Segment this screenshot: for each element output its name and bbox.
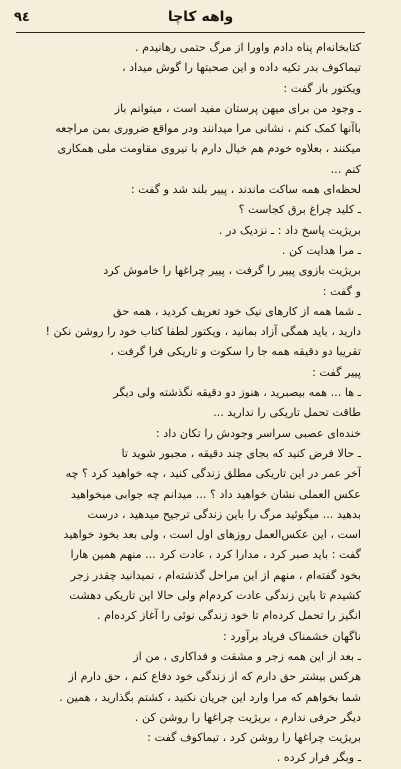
text-line: بریژیت پاسخ داد : ـ نزدیک در .	[218, 223, 361, 237]
text-line: ـ حالا فرض کنید که بجای چند دقیقه ، مجبور شوید تا	[121, 446, 361, 460]
text-line: لحظه‌ای همه ساکت ماندند ، پییر بلند شد و گفت :	[130, 183, 361, 197]
text-line: ـ مرا هدایت کن .	[281, 243, 361, 257]
text-line: هرکس بیشتر حق دارم که از زندگی خود دفاع کنم ، حق دارم از	[68, 670, 361, 684]
text-line: بریژیت چراغها را روشن کرد ، تیماکوف گفت :	[147, 731, 361, 745]
text-line: کنم ...	[330, 162, 361, 176]
text-line: عکس العملی نشان خواهید داد ؟ ... میدانم چه جوابی میخواهید	[70, 487, 361, 501]
text-line: ـ شما همه از کارهای نیک خود تعریف کردید ، همه حق	[113, 304, 361, 318]
text-line: گفت : باید صبر کرد ، مدارا کرد ، عادت کرد ... منهم همین هارا	[70, 548, 361, 562]
text-line: آخر عمر در این تاریکی مطلق زندگی کنید ، چه خواهید کرد ؟ چه	[65, 467, 361, 481]
text-line: باآنها کمک کنم ، نشانی مرا میدانند ودر مواقع ضروری بمن مراجعه	[55, 122, 361, 136]
text-line: و گفت :	[322, 284, 361, 298]
page-header	[0, 0, 401, 34]
text-line: شما بخواهم که مرا وارد این جریان نکنید ، کشتم بگذارید ، همین .	[59, 690, 361, 704]
text-line: کشیدم تا باین زندگی عادت کردم‌ام ولی حالا این تاریکی دهشت	[69, 589, 361, 603]
text-line: ـ وبگر فرار کرده .	[276, 751, 361, 765]
text-line: کتابخانه‌ام پناه دادم واورا از مرگ حتمی رهانیدم .	[135, 41, 361, 54]
text-line: ویکتور باز گفت :	[283, 81, 361, 95]
body-text	[12, 38, 361, 765]
page-number: ٩٤	[14, 10, 30, 25]
text-line: ـ ها ... همه بیصبرید ، هنوز دو دقیقه نگذشته ولی دیگر	[113, 386, 361, 400]
text-line: خنده‌ای عصبی سراسر وجودش را تکان داد :	[155, 426, 361, 440]
text-line: ناگهان خشمناک فریاد برآورد :	[223, 629, 361, 643]
text-line: دارید ، باید همگی آزاد بمانید ، ویکتور لطفا کتاب خود را روشن نکن !	[45, 325, 361, 339]
text-line: طاقت تحمل تاریکی را ندارید ...	[213, 406, 361, 420]
text-line: بدهید ... میگوئید مرگ را باین زندگی ترجیح میدهید ، درست	[87, 507, 361, 521]
text-line: میکنند ، بعلاوه خودم هم خیال دارم با نیروی مقاومت ملی همکاری	[57, 142, 361, 156]
text-line: تقریبا دو دقیقه همه جا را سکوت و تاریکی فرا گرفت ،	[110, 345, 361, 359]
text-line: دیگر حرفی ندارم ، بریژیت چراغها را روشن کن .	[134, 710, 361, 724]
text-line: ـ کلید چراغ برق کجاست ؟	[238, 203, 361, 217]
text-line: پییر گفت :	[312, 365, 361, 379]
text-line: است ، این عکس‌العمل روزهای اول است ، ولی بعد بخود خواهید	[63, 528, 361, 542]
text-line: ـ وجود من برای میهن پرستان مفید است ، میتوانم باز	[114, 101, 361, 115]
text-line: انگیز را تحمل کرده‌ام تا خود زندگی نوئی را آغاز کرده‌ام .	[96, 609, 361, 623]
running-title: واهه کاچا	[167, 9, 234, 25]
header-rule	[16, 32, 365, 33]
text-line: تیماکوف بدر تکیه داده و این صحبتها را گوش میداد ،	[121, 61, 361, 75]
text-line: بریژیت بازوی پییر را گرفت ، پییر چراغها را خاموش کرد	[103, 264, 361, 278]
text-line: ـ بعد از این همه زجر و مشقت و فداکاری ، من از	[133, 649, 361, 663]
text-line: بخود گفته‌ام ، منهم از این مراحل گذشته‌ام ، نمیدانید چقدر زجر	[70, 568, 361, 582]
